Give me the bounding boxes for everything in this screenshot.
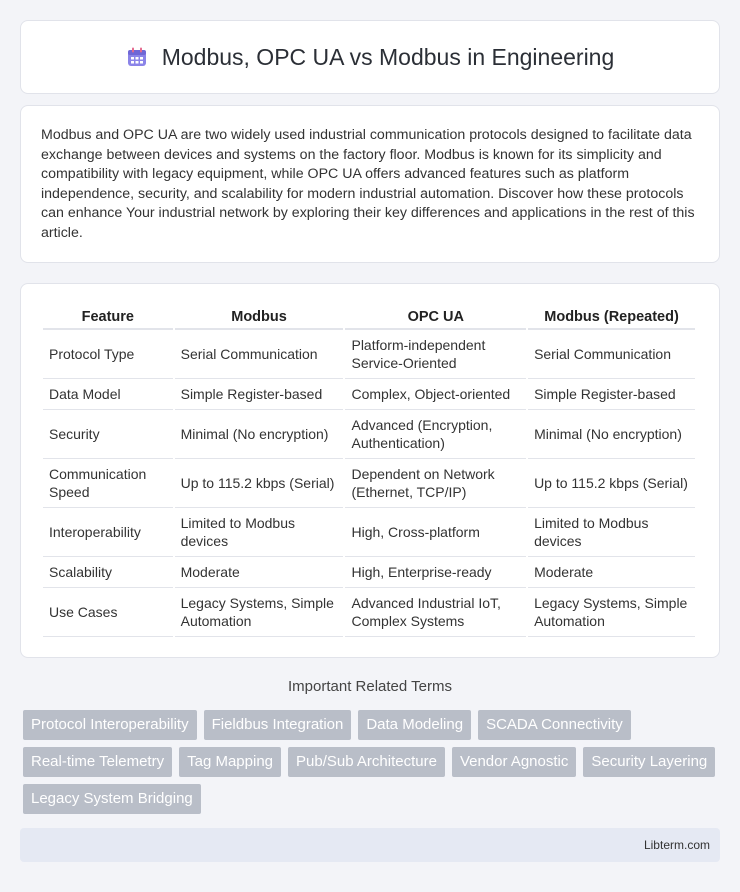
table-cell: Advanced Industrial IoT, Complex Systems	[345, 588, 526, 637]
table-cell: Legacy Systems, Simple Automation	[528, 588, 695, 637]
header-modbus: Modbus	[175, 302, 344, 330]
table-cell: Data Model	[43, 379, 173, 410]
footer	[20, 828, 720, 862]
term-tag[interactable]: Protocol Interoperability	[23, 710, 197, 740]
table-cell: Platform-independent Service-Oriented	[345, 330, 526, 379]
table-cell: Protocol Type	[43, 330, 173, 379]
intro-text: Modbus and OPC UA are two widely used industrial communication protocols designed to facilitate data exchange between devices and systems on the factory floor. Modbus is known for its simplicity and compatibility with legacy equipment, while OPC UA offers advanced features such as platform independence, security, and scalability for modern industrial automation. Discover how these protocols can enhance Your industrial network by exploring their key differences and applications in the rest of this article.	[41, 127, 695, 241]
related-terms-list	[23, 710, 723, 814]
table-row	[43, 588, 695, 637]
table-cell: Simple Register-based	[528, 379, 695, 410]
term-tag[interactable]: SCADA Connectivity	[478, 710, 631, 740]
table-cell: High, Enterprise-ready	[345, 557, 526, 588]
table-cell: Moderate	[175, 557, 344, 588]
term-tag[interactable]: Vendor Agnostic	[452, 747, 576, 777]
header-modbus-repeated: Modbus (Repeated)	[528, 302, 695, 330]
table-cell: Complex, Object-oriented	[345, 379, 526, 410]
term-tag[interactable]: Fieldbus Integration	[204, 710, 352, 740]
table-cell: Serial Communication	[528, 330, 695, 379]
header-opc-ua: OPC UA	[345, 302, 526, 330]
page-title: Modbus, OPC UA vs Modbus in Engineering	[161, 43, 615, 70]
table-cell: Simple Register-based	[175, 379, 344, 410]
table-cell: Moderate	[528, 557, 695, 588]
comparison-table-card	[20, 283, 720, 658]
table-row	[43, 379, 695, 410]
term-tag[interactable]: Data Modeling	[358, 710, 471, 740]
table-row	[43, 459, 695, 508]
footer-site-link[interactable]: Libterm.com	[643, 838, 710, 852]
table-cell: Scalability	[43, 557, 173, 588]
table-cell: Advanced (Encryption, Authentication)	[345, 410, 526, 459]
related-terms-title: Important Related Terms	[288, 678, 452, 695]
term-tag[interactable]: Legacy System Bridging	[23, 784, 201, 814]
term-tag[interactable]: Security Layering	[583, 747, 715, 777]
table-cell: Minimal (No encryption)	[528, 410, 695, 459]
term-tag[interactable]: Pub/Sub Architecture	[288, 747, 445, 777]
header-feature: Feature	[43, 302, 173, 330]
table-cell: Interoperability	[43, 508, 173, 557]
term-tag[interactable]: Real-time Telemetry	[23, 747, 172, 777]
intro-card	[20, 105, 720, 263]
table-cell: Up to 115.2 kbps (Serial)	[175, 459, 344, 508]
table-cell: Limited to Modbus devices	[528, 508, 695, 557]
term-tag[interactable]: Tag Mapping	[179, 747, 281, 777]
table-row	[43, 557, 695, 588]
table-cell: Use Cases	[43, 588, 173, 637]
table-cell: Communication Speed	[43, 459, 173, 508]
table-cell: Legacy Systems, Simple Automation	[175, 588, 344, 637]
table-cell: Dependent on Network (Ethernet, TCP/IP)	[345, 459, 526, 508]
table-cell: Up to 115.2 kbps (Serial)	[528, 459, 695, 508]
table-cell: Security	[43, 410, 173, 459]
table-cell: Serial Communication	[175, 330, 344, 379]
table-cell: Limited to Modbus devices	[175, 508, 344, 557]
title-card	[20, 20, 720, 94]
table-row	[43, 410, 695, 459]
table-cell: High, Cross-platform	[345, 508, 526, 557]
table-cell: Minimal (No encryption)	[175, 410, 344, 459]
table-row	[43, 508, 695, 557]
calendar-icon	[126, 46, 148, 68]
table-row	[43, 330, 695, 379]
comparison-table	[41, 302, 697, 637]
